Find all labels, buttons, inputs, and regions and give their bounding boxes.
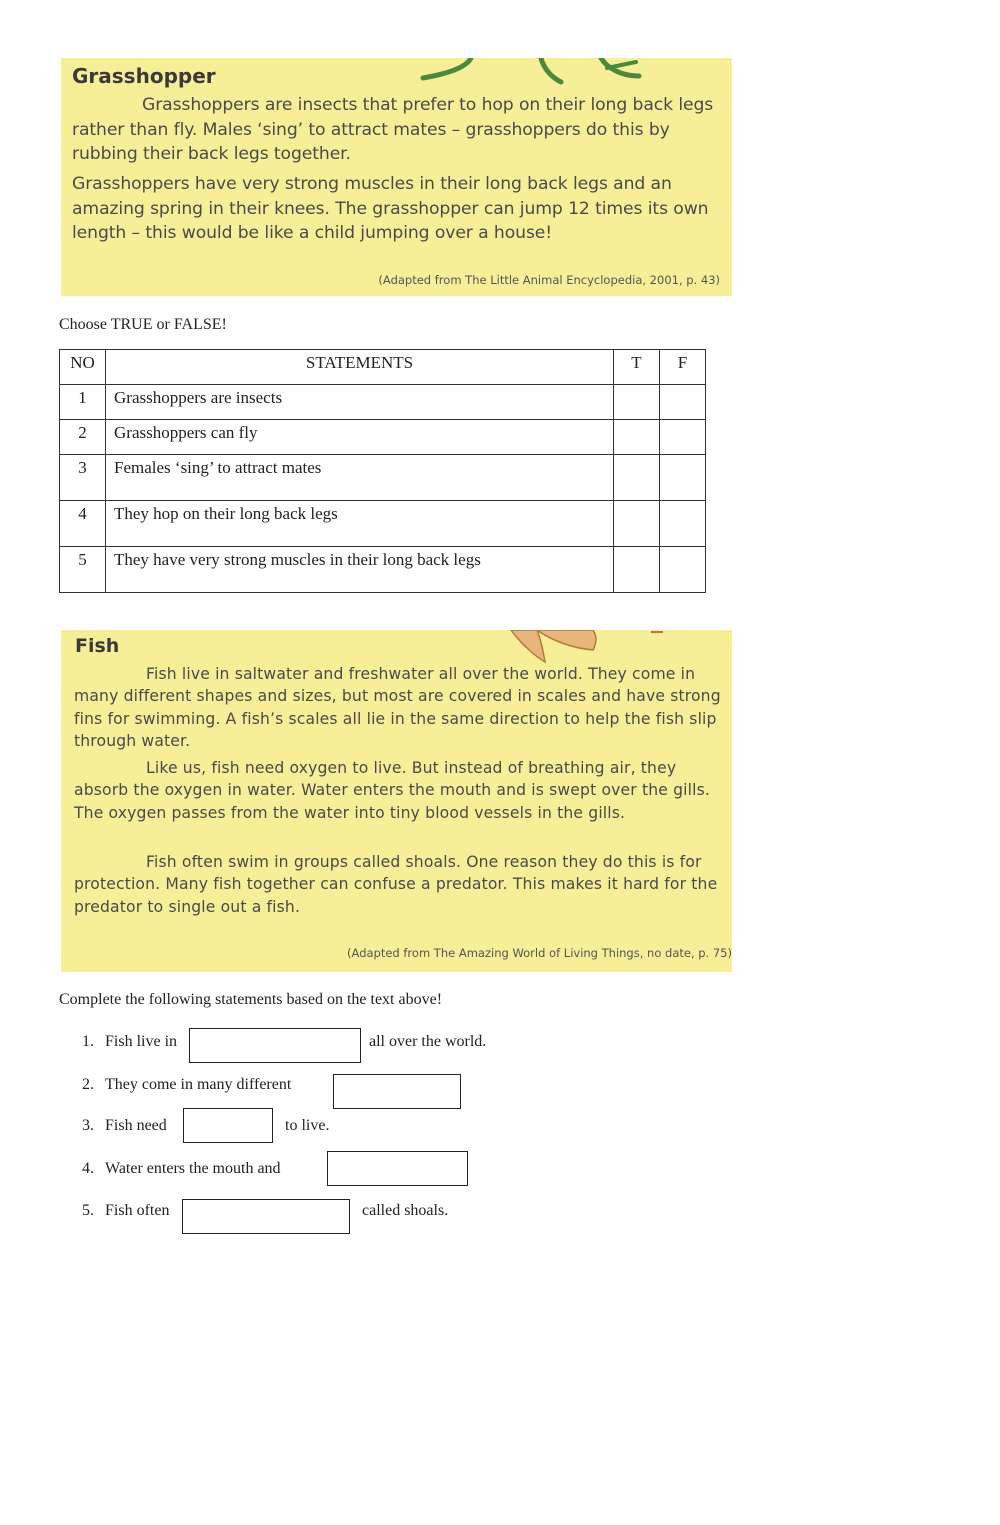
item-number: 4. xyxy=(82,1160,94,1177)
answer-box-5[interactable] xyxy=(182,1199,350,1234)
true-false-table xyxy=(59,349,706,593)
item-text-before: They come in many different xyxy=(105,1076,292,1093)
fill-item-5 xyxy=(82,1199,169,1223)
row-number: 2 xyxy=(60,420,106,455)
true-false-instruction: Choose TRUE or FALSE! xyxy=(59,316,227,333)
fish-text-panel xyxy=(61,630,732,972)
grasshopper-legs-illustration xyxy=(411,58,651,90)
table-header-row xyxy=(60,350,706,385)
header-no: NO xyxy=(60,350,106,385)
false-cell[interactable] xyxy=(660,385,706,420)
true-cell[interactable] xyxy=(614,385,660,420)
fish-source: (Adapted from The Amazing World of Living Things, no date, p. 75) xyxy=(347,946,732,960)
item-text-after: all over the world. xyxy=(369,1033,487,1050)
answer-box-1[interactable] xyxy=(189,1028,361,1063)
grasshopper-paragraph-2: Grasshoppers have very strong muscles in their long back legs and an amazing spring in their knees. The grasshopper can jump 12 times its own length – this would be like a child jumping over a house! xyxy=(72,174,709,243)
table-row xyxy=(60,420,706,455)
row-statement: Grasshoppers are insects xyxy=(106,385,614,420)
false-cell[interactable] xyxy=(660,420,706,455)
row-statement: Grasshoppers can fly xyxy=(106,420,614,455)
grasshopper-text-panel xyxy=(61,58,732,296)
item-number: 3. xyxy=(82,1117,94,1134)
fish-title: Fish xyxy=(75,635,120,657)
fish-paragraph-1: Fish live in saltwater and freshwater all over the world. They come in many different shapes and sizes, but most are covered in scales and have strong fins for swimming. A fish’s scales all lie in the same direction to help the fish slip through water. xyxy=(74,665,721,751)
false-cell[interactable] xyxy=(660,547,706,593)
fish-fin-illustration xyxy=(501,630,671,664)
header-true: T xyxy=(614,350,660,385)
answer-box-2[interactable] xyxy=(333,1074,461,1109)
fish-paragraph-2: Like us, fish need oxygen to live. But instead of breathing air, they absorb the oxygen in water. Water enters the mouth and is swept over the gills. The oxygen passes from the water into tiny blood vessels in the gills. xyxy=(74,759,710,822)
answer-box-4[interactable] xyxy=(327,1151,468,1186)
true-cell[interactable] xyxy=(614,547,660,593)
false-cell[interactable] xyxy=(660,501,706,547)
header-statements: STATEMENTS xyxy=(106,350,614,385)
fill-item-4 xyxy=(82,1157,281,1181)
table-row xyxy=(60,501,706,547)
fill-item-2 xyxy=(82,1073,291,1097)
item-text-before: Fish live in xyxy=(105,1033,178,1050)
table-row xyxy=(60,455,706,501)
row-statement: Females ‘sing’ to attract mates xyxy=(106,455,614,501)
row-number: 5 xyxy=(60,547,106,593)
table-row xyxy=(60,547,706,593)
true-cell[interactable] xyxy=(614,455,660,501)
item-number: 2. xyxy=(82,1076,94,1093)
item-number: 1. xyxy=(82,1033,94,1050)
grasshopper-paragraph-1: Grasshoppers are insects that prefer to hop on their long back legs rather than fly. Males ‘sing’ to attract mates – grasshoppers do this by rubbing their back legs together. xyxy=(72,95,714,164)
fill-item-3 xyxy=(82,1114,167,1138)
row-number: 1 xyxy=(60,385,106,420)
true-cell[interactable] xyxy=(614,420,660,455)
row-number: 3 xyxy=(60,455,106,501)
grasshopper-source: (Adapted from The Little Animal Encyclopedia, 2001, p. 43) xyxy=(378,273,720,287)
grasshopper-title: Grasshopper xyxy=(72,64,216,88)
fill-item-1 xyxy=(82,1030,177,1054)
item-text-before: Fish often xyxy=(105,1202,170,1219)
item-number: 5. xyxy=(82,1202,94,1219)
fill-in-instruction: Complete the following statements based on the text above! xyxy=(59,991,443,1008)
item-text-before: Water enters the mouth and xyxy=(105,1160,281,1177)
false-cell[interactable] xyxy=(660,455,706,501)
item-text-before: Fish need xyxy=(105,1117,167,1134)
item-text-after: called shoals. xyxy=(362,1202,449,1219)
table-row xyxy=(60,385,706,420)
fish-paragraph-3: Fish often swim in groups called shoals. One reason they do this is for protection. Many fish together can confuse a predator. This makes it hard for the predator to single out a fish. xyxy=(74,853,718,916)
answer-box-3[interactable] xyxy=(183,1108,273,1143)
item-text-after: to live. xyxy=(285,1117,330,1134)
row-statement: They have very strong muscles in their long back legs xyxy=(106,547,614,593)
header-false: F xyxy=(660,350,706,385)
row-statement: They hop on their long back legs xyxy=(106,501,614,547)
true-cell[interactable] xyxy=(614,501,660,547)
row-number: 4 xyxy=(60,501,106,547)
